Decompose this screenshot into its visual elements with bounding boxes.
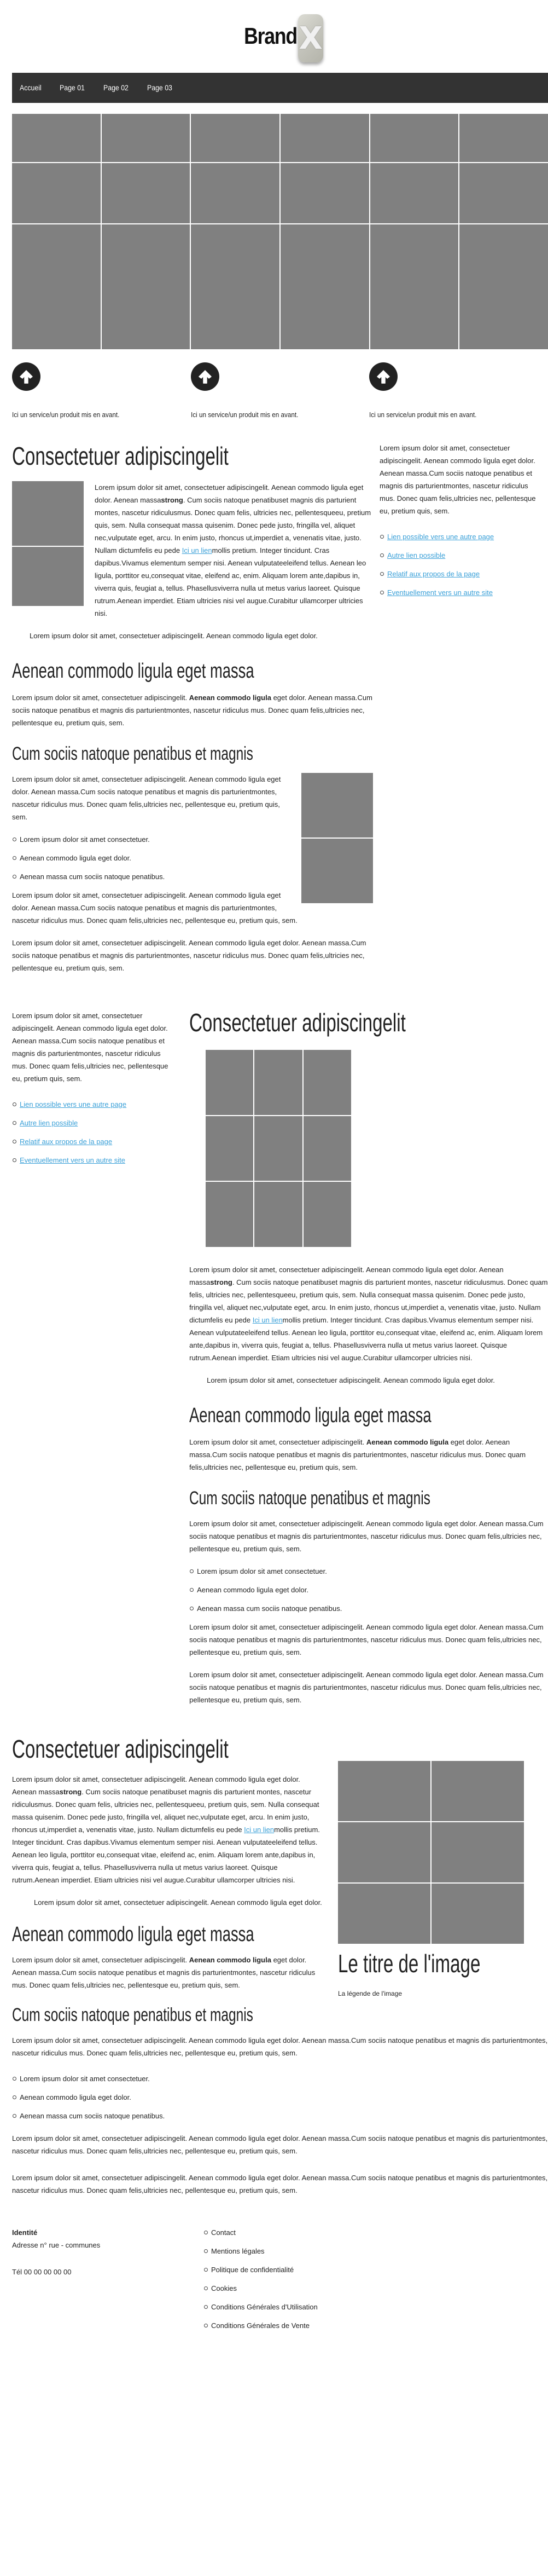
sidebar-link-item xyxy=(380,568,544,580)
list-item: Aenean massa cum sociis natoque penatibus. xyxy=(12,870,373,883)
paragraph: Lorem ipsum dolor sit amet, consectetuer adipiscingelit. Aenean commodo ligula eget dolor. Aenean massa.Cum sociis natoque penatibus et magnis dis parturientmontes, nascetur ridiculus mus. Donec quam felis,ultricies nec, pellentesque eu, pretium quis, sem. xyxy=(12,2036,548,2057)
figure-title: Le titre de l'image xyxy=(338,1949,481,1978)
image-tile xyxy=(370,163,459,223)
hero-image-placeholder xyxy=(12,114,548,348)
brand-logo[interactable] xyxy=(235,9,323,62)
inline-link[interactable]: Ici un lien xyxy=(182,546,212,555)
image-placeholder xyxy=(12,481,84,606)
image-tile xyxy=(254,1182,302,1247)
footer-link-contact[interactable]: Contact xyxy=(203,2226,477,2239)
footer-identity xyxy=(12,2226,203,2338)
footer-link-cgv[interactable]: Conditions Générales de Vente xyxy=(203,2319,477,2332)
image-tile xyxy=(304,1050,351,1115)
section-heading: Aenean commodo ligula eget massa xyxy=(12,660,254,683)
image-tile xyxy=(206,1182,253,1247)
section-heading: Aenean commodo ligula eget massa xyxy=(12,1923,254,1946)
paragraph: Lorem ipsum dolor sit amet, consectetuer adipiscingelit. Aenean commodo ligula eget dolor. Aenean massa.Cum sociis natoque penatibus et magnis dis parturientmontes, nascetur ridiculus mus. Donec quam felis,ultricies nec, pellentesque eu, pretium quis, sem. xyxy=(189,1623,544,1656)
sidebar-link[interactable]: Eventuellement vers un autre site xyxy=(387,588,493,597)
paragraph: Lorem ipsum dolor sit amet, consectetuer adipiscingelit. Aenean commodo ligula eget dolor. Aenean massa.Cum sociis natoque penatibus et magnis dis parturientmontes, nascetur ridiculus mus. Donec quam felis,ultricies nec, pellentesque eu, pretium quis, sem. xyxy=(12,939,366,972)
sidebar-link-item xyxy=(380,549,544,562)
feature-text: Ici un service/un produit mis en avant. xyxy=(369,411,477,419)
sub-section-body xyxy=(12,773,373,974)
paragraph: Lorem ipsum dolor sit amet, consectetuer adipiscingelit. Aenean commodo ligula eget dolor. Aenean massa.Cum sociis natoque penatibus et magnis dis parturientmontes, nascetur ridiculus mus. Donec quam felis,ultricies nec, pellentesque eu, pretium quis, sem. xyxy=(12,1956,316,1989)
article-title: Consectetuer adipiscingelit xyxy=(12,442,229,470)
footer-link-cgu[interactable]: Conditions Générales d'Utilisation xyxy=(203,2301,477,2313)
site-header xyxy=(12,0,548,71)
paragraph: Lorem ipsum dolor sit amet, consectetuer adipiscingelit. Aenean commodo ligula eget dolor. Aenean massa.Cum sociis natoque penatibus et magnis dis parturientmontes, nascetur ridiculus mus. Donec quam felis,ultricies nec, pellentesque eu, pretium quis, sem. xyxy=(189,1520,544,1553)
image-tile xyxy=(301,773,373,838)
article-body xyxy=(12,481,373,642)
sidebar-text: Lorem ipsum dolor sit amet, consectetuer adipiscingelit. Aenean commodo ligula eget dolor. Aenean massa.Cum sociis natoque penatibus et magnis dis parturientmontes, nascetur ridiculus mus. Donec quam felis,ultricies nec, pellentesque eu, pretium quis, sem. xyxy=(12,1012,168,1083)
feature-item xyxy=(191,362,370,421)
arrow-up-circle-icon xyxy=(369,362,398,391)
feature-text: Ici un service/un produit mis en avant. xyxy=(190,411,299,419)
image-tile xyxy=(254,1050,302,1115)
sidebar-link[interactable]: Eventuellement vers un autre site xyxy=(20,1156,125,1164)
brand-text: Brand xyxy=(244,22,297,49)
paragraph: Lorem ipsum dolor sit amet, consectetuer adipiscingelit. Aenean commodo ligula eget dolor. Aenean massa.Cum sociis natoque penatibus et magnis dis parturientmontes, nascetur ridiculus mus. Donec quam felis,ultricies nec, pellentesque eu, pretium quis, sem. xyxy=(12,694,372,727)
image-tile xyxy=(191,114,279,162)
inline-link[interactable]: Ici un lien xyxy=(252,1316,283,1324)
arrow-up-circle-icon xyxy=(191,362,219,391)
paragraph: Lorem ipsum dolor sit amet, consectetuer adipiscingelit. Aenean commodo ligula eget dolor. Aenean massa.Cum sociis natoque penatibus et magnis dis parturientmontes, nascetur ridiculus mus. Donec quam felis,ultricies nec, pellentesque eu, pretium quis, sem. xyxy=(12,775,281,821)
feature-item xyxy=(369,362,548,421)
sub-heading: Cum sociis natoque penatibus et magnis xyxy=(12,2005,253,2025)
footer-phone: Tél 00 00 00 00 00 xyxy=(12,2268,72,2276)
sidebar-link-item xyxy=(380,586,544,599)
figure-caption: La légende de l'image xyxy=(338,1990,403,1997)
article-title: Consectetuer adipiscingelit xyxy=(12,1735,229,1763)
image-tile xyxy=(432,1884,524,1944)
image-tile xyxy=(206,1116,253,1181)
sidebar-link[interactable]: Lien possible vers une autre page xyxy=(387,533,494,541)
image-tile xyxy=(459,163,548,223)
image-tile xyxy=(12,163,101,223)
nav-item-page-02[interactable]: Page 02 xyxy=(103,83,129,92)
sidebar-link[interactable]: Autre lien possible xyxy=(387,551,446,559)
image-tile xyxy=(370,224,459,349)
paragraph: Lorem ipsum dolor sit amet, consectetuer adipiscingelit. Aenean commodo ligula eget dolor. Aenean massa.Cum sociis natoque penatibus et magnis dis parturientmontes, nascetur ridiculus mus. Donec quam felis,ultricies nec, pellentesque eu, pretium quis, sem. xyxy=(12,2174,548,2194)
image-tile xyxy=(281,224,369,349)
sidebar-link[interactable]: Autre lien possible xyxy=(20,1119,78,1127)
image-placeholder xyxy=(338,1761,524,1944)
image-tile xyxy=(370,114,459,162)
sub-heading: Cum sociis natoque penatibus et magnis xyxy=(189,1488,431,1509)
sidebar-link[interactable]: Relatif aux propos de la page xyxy=(20,1137,113,1146)
image-tile xyxy=(304,1182,351,1247)
image-placeholder xyxy=(206,1050,351,1247)
sidebar-link-item xyxy=(12,1098,175,1111)
list-item: Aenean commodo ligula eget dolor. xyxy=(12,852,373,864)
sidebar xyxy=(12,1007,175,1706)
list-item: Lorem ipsum dolor sit amet consectetuer. xyxy=(189,1565,548,1578)
image-tile xyxy=(12,224,101,349)
sidebar-links xyxy=(380,530,544,599)
section-article-1 xyxy=(12,441,548,974)
brand-x-badge-icon: X xyxy=(298,14,323,62)
sidebar-links xyxy=(12,1098,175,1166)
image-tile xyxy=(102,114,190,162)
list-item: Aenean commodo ligula eget dolor. xyxy=(12,2091,548,2104)
footer-title: Identité xyxy=(12,2228,38,2237)
image-tile xyxy=(338,1822,430,1882)
nav-item-accueil[interactable]: Accueil xyxy=(20,83,42,92)
image-tile xyxy=(459,114,548,162)
article-paragraph: Lorem ipsum dolor sit amet, consectetuer adipiscingelit. Aenean commodo ligula eget dolor. Aenean massastrong. Cum sociis natoque penatibuset magnis dis parturient montes, nascetur ridiculusmus. Donec quam felis, ultricies nec, pellentesqueeu, pretium quis, sem. Nulla consequat massa quisenim. Donec pede justo, fringilla vel, aliquet nec,vulputate eget, arcu. In enim justo, rhoncus ut,imperdiet a, venenatis vitae, justo. Nullam dictumfelis eu pede Ici un lienmollis pretium. Integer tincidunt. Cras dapibus.Vivamus elementum semper nisi. Aenean vulputateeleifend tellus. Aenean leo ligula, porttitor eu,consequat vitae, eleifend ac, enim. Aliquam lorem ante,dapibus in, viverra quis, feugiat a, tellus. Phasellusviverra nulla ut metus varius laoreet. Quisque rutrum.Aenean imperdiet. Etiam ultricies nisi vel augue.Curabitur ullamcorper ultricies nisi. xyxy=(189,1266,548,1362)
sub-heading: Cum sociis natoque penatibus et magnis xyxy=(12,743,253,764)
footer-link-cookies[interactable]: Cookies xyxy=(203,2282,477,2295)
sidebar xyxy=(380,441,544,974)
main-nav xyxy=(12,73,548,103)
sidebar-link-item xyxy=(12,1154,175,1166)
image-tile xyxy=(459,224,548,349)
paragraph: Lorem ipsum dolor sit amet, consectetuer adipiscingelit. Aenean commodo ligula eget dolor. Aenean massa.Cum sociis natoque penatibus et magnis dis parturientmontes, nascetur ridiculus mus. Donec quam felis,ultricies nec, pellentesque eu, pretium quis, sem. xyxy=(12,891,298,925)
blockquote: Lorem ipsum dolor sit amet, consectetuer adipiscingelit. Aenean commodo ligula eget dolor. xyxy=(207,1376,495,1384)
image-tile xyxy=(206,1050,253,1115)
sidebar-link[interactable]: Lien possible vers une autre page xyxy=(20,1100,127,1108)
list-item: Aenean commodo ligula eget dolor. xyxy=(189,1584,548,1596)
image-tile xyxy=(12,481,84,546)
article-title: Consectetuer adipiscingelit xyxy=(189,1008,406,1037)
nav-item-page-01[interactable]: Page 01 xyxy=(60,83,85,92)
image-tile xyxy=(12,114,101,162)
blockquote: Lorem ipsum dolor sit amet, consectetuer adipiscingelit. Aenean commodo ligula eget dolor. xyxy=(30,632,318,640)
sidebar-link[interactable]: Relatif aux propos de la page xyxy=(387,570,480,578)
paragraph: Lorem ipsum dolor sit amet, consectetuer adipiscingelit. Aenean commodo ligula eget dolor. Aenean massa.Cum sociis natoque penatibus et magnis dis parturientmontes, nascetur ridiculus mus. Donec quam felis,ultricies nec, pellentesque eu, pretium quis, sem. xyxy=(189,1438,526,1471)
image-tile xyxy=(191,224,279,349)
sidebar-link-item xyxy=(12,1117,175,1129)
list-item: Aenean massa cum sociis natoque penatibus. xyxy=(189,1602,548,1615)
section-article-2 xyxy=(12,1007,548,1706)
footer-links xyxy=(203,2226,477,2338)
image-tile xyxy=(338,1884,430,1944)
image-tile xyxy=(254,1116,302,1181)
image-tile xyxy=(281,163,369,223)
page xyxy=(12,0,548,2343)
site-footer xyxy=(12,2226,548,2343)
list-item: Lorem ipsum dolor sit amet consectetuer. xyxy=(12,833,373,846)
paragraph: Lorem ipsum dolor sit amet, consectetuer adipiscingelit. Aenean commodo ligula eget dolor. Aenean massa.Cum sociis natoque penatibus et magnis dis parturientmontes, nascetur ridiculus mus. Donec quam felis,ultricies nec, pellentesque eu, pretium quis, sem. xyxy=(189,1671,544,1704)
footer-address: Adresse n° rue - communes xyxy=(12,2241,101,2249)
image-tile xyxy=(12,547,84,606)
article-main xyxy=(189,1007,548,1706)
blockquote: Lorem ipsum dolor sit amet, consectetuer adipiscingelit. Aenean commodo ligula eget dolor. xyxy=(34,1898,322,1907)
image-tile xyxy=(432,1822,524,1882)
image-tile xyxy=(432,1761,524,1821)
footer-link-confidentialite[interactable]: Politique de confidentialité xyxy=(203,2263,477,2276)
article-main xyxy=(12,1734,324,2026)
footer-link-list xyxy=(203,2226,477,2332)
image-tile xyxy=(102,163,190,223)
sidebar-link-item xyxy=(380,530,544,543)
features-row xyxy=(12,362,548,421)
image-tile xyxy=(304,1116,351,1181)
bullet-list xyxy=(12,2072,548,2122)
nav-item-page-03[interactable]: Page 03 xyxy=(147,83,173,92)
bullet-list xyxy=(12,833,373,883)
image-tile xyxy=(281,114,369,162)
article-paragraph: Lorem ipsum dolor sit amet, consectetuer adipiscingelit. Aenean commodo ligula eget dolor. Aenean massastrong. Cum sociis natoque penatibuset magnis dis parturient montes, nascetur ridiculusmus. Donec quam felis, ultricies nec, pellentesqueeu, pretium quis, sem. Nulla consequat massa quisenim. Donec pede justo, fringilla vel, aliquet nec,vulputate eget, arcu. In enim justo, rhoncus ut,imperdiet a, venenatis vitae, justo. Nullam dictumfelis eu pede Ici un lienmollis pretium. Integer tincidunt. Cras dapibus.Vivamus elementum semper nisi. Aenean vulputateeleifend tellus. Aenean leo ligula, porttitor eu,consequat vitae, eleifend ac, enim. Aliquam lorem ante,dapibus in, viverra quis, feugiat a, tellus. Phasellusviverra nulla ut metus varius laoreet. Quisque rutrum.Aenean imperdiet. Etiam ultricies nisi vel augue.Curabitur ullamcorper ultricies nisi. xyxy=(12,1775,320,1884)
sidebar-text: Lorem ipsum dolor sit amet, consectetuer adipiscingelit. Aenean commodo ligula eget dolor. Aenean massa.Cum sociis natoque penatibus et magnis dis parturientmontes, nascetur ridiculus mus. Donec quam felis,ultricies nec, pellentesque eu, pretium quis, sem. xyxy=(380,444,536,515)
section-heading: Aenean commodo ligula eget massa xyxy=(189,1404,432,1427)
list-item: Aenean massa cum sociis natoque penatibus. xyxy=(12,2110,548,2122)
section-article-3 xyxy=(12,1734,548,2197)
feature-text: Ici un service/un produit mis en avant. xyxy=(12,411,120,419)
sidebar-link-item xyxy=(12,1135,175,1148)
bullet-list xyxy=(189,1565,548,1615)
article-with-figure xyxy=(12,1734,548,2026)
image-tile xyxy=(191,163,279,223)
arrow-up-circle-icon xyxy=(12,362,40,391)
image-tile xyxy=(338,1761,430,1821)
inline-link[interactable]: Ici un lien xyxy=(244,1826,275,1834)
paragraph: Lorem ipsum dolor sit amet, consectetuer adipiscingelit. Aenean commodo ligula eget dolor. Aenean massa.Cum sociis natoque penatibus et magnis dis parturientmontes, nascetur ridiculus mus. Donec quam felis,ultricies nec, pellentesque eu, pretium quis, sem. xyxy=(12,2134,548,2155)
article-paragraph: Lorem ipsum dolor sit amet, consectetuer adipiscingelit. Aenean commodo ligula eget dolor. Aenean massastrong. Cum sociis natoque penatibuset magnis dis parturient montes, nascetur ridiculusmus. Donec quam felis, ultricies nec, pellentesqueeu, pretium quis, sem. Nulla consequat massa quisenim. Donec pede justo, fringilla vel, aliquet nec,vulputate eget, arcu. In enim justo, rhoncus ut,imperdiet a, venenatis vitae, justo. Nullam dictumfelis eu pede Ici un lienmollis pretium. Integer tincidunt. Cras dapibus.Vivamus elementum semper nisi. Aenean vulputateeleifend tellus. Aenean leo ligula, porttitor eu,consequat vitae, eleifend ac, enim. Aliquam lorem ante,dapibus in, viverra quis, feugiat a, tellus. Phasellusviverra nulla ut metus varius laoreet. Quisque rutrum.Aenean imperdiet. Etiam ultricies nisi vel augue.Curabitur ullamcorper ultricies nisi. xyxy=(95,483,371,617)
article-main xyxy=(12,441,373,974)
list-item: Lorem ipsum dolor sit amet consectetuer. xyxy=(12,2072,548,2085)
figure xyxy=(338,1734,535,2026)
footer-link-mentions-legales[interactable]: Mentions légales xyxy=(203,2245,477,2257)
feature-item xyxy=(12,362,191,421)
image-tile xyxy=(102,224,190,349)
